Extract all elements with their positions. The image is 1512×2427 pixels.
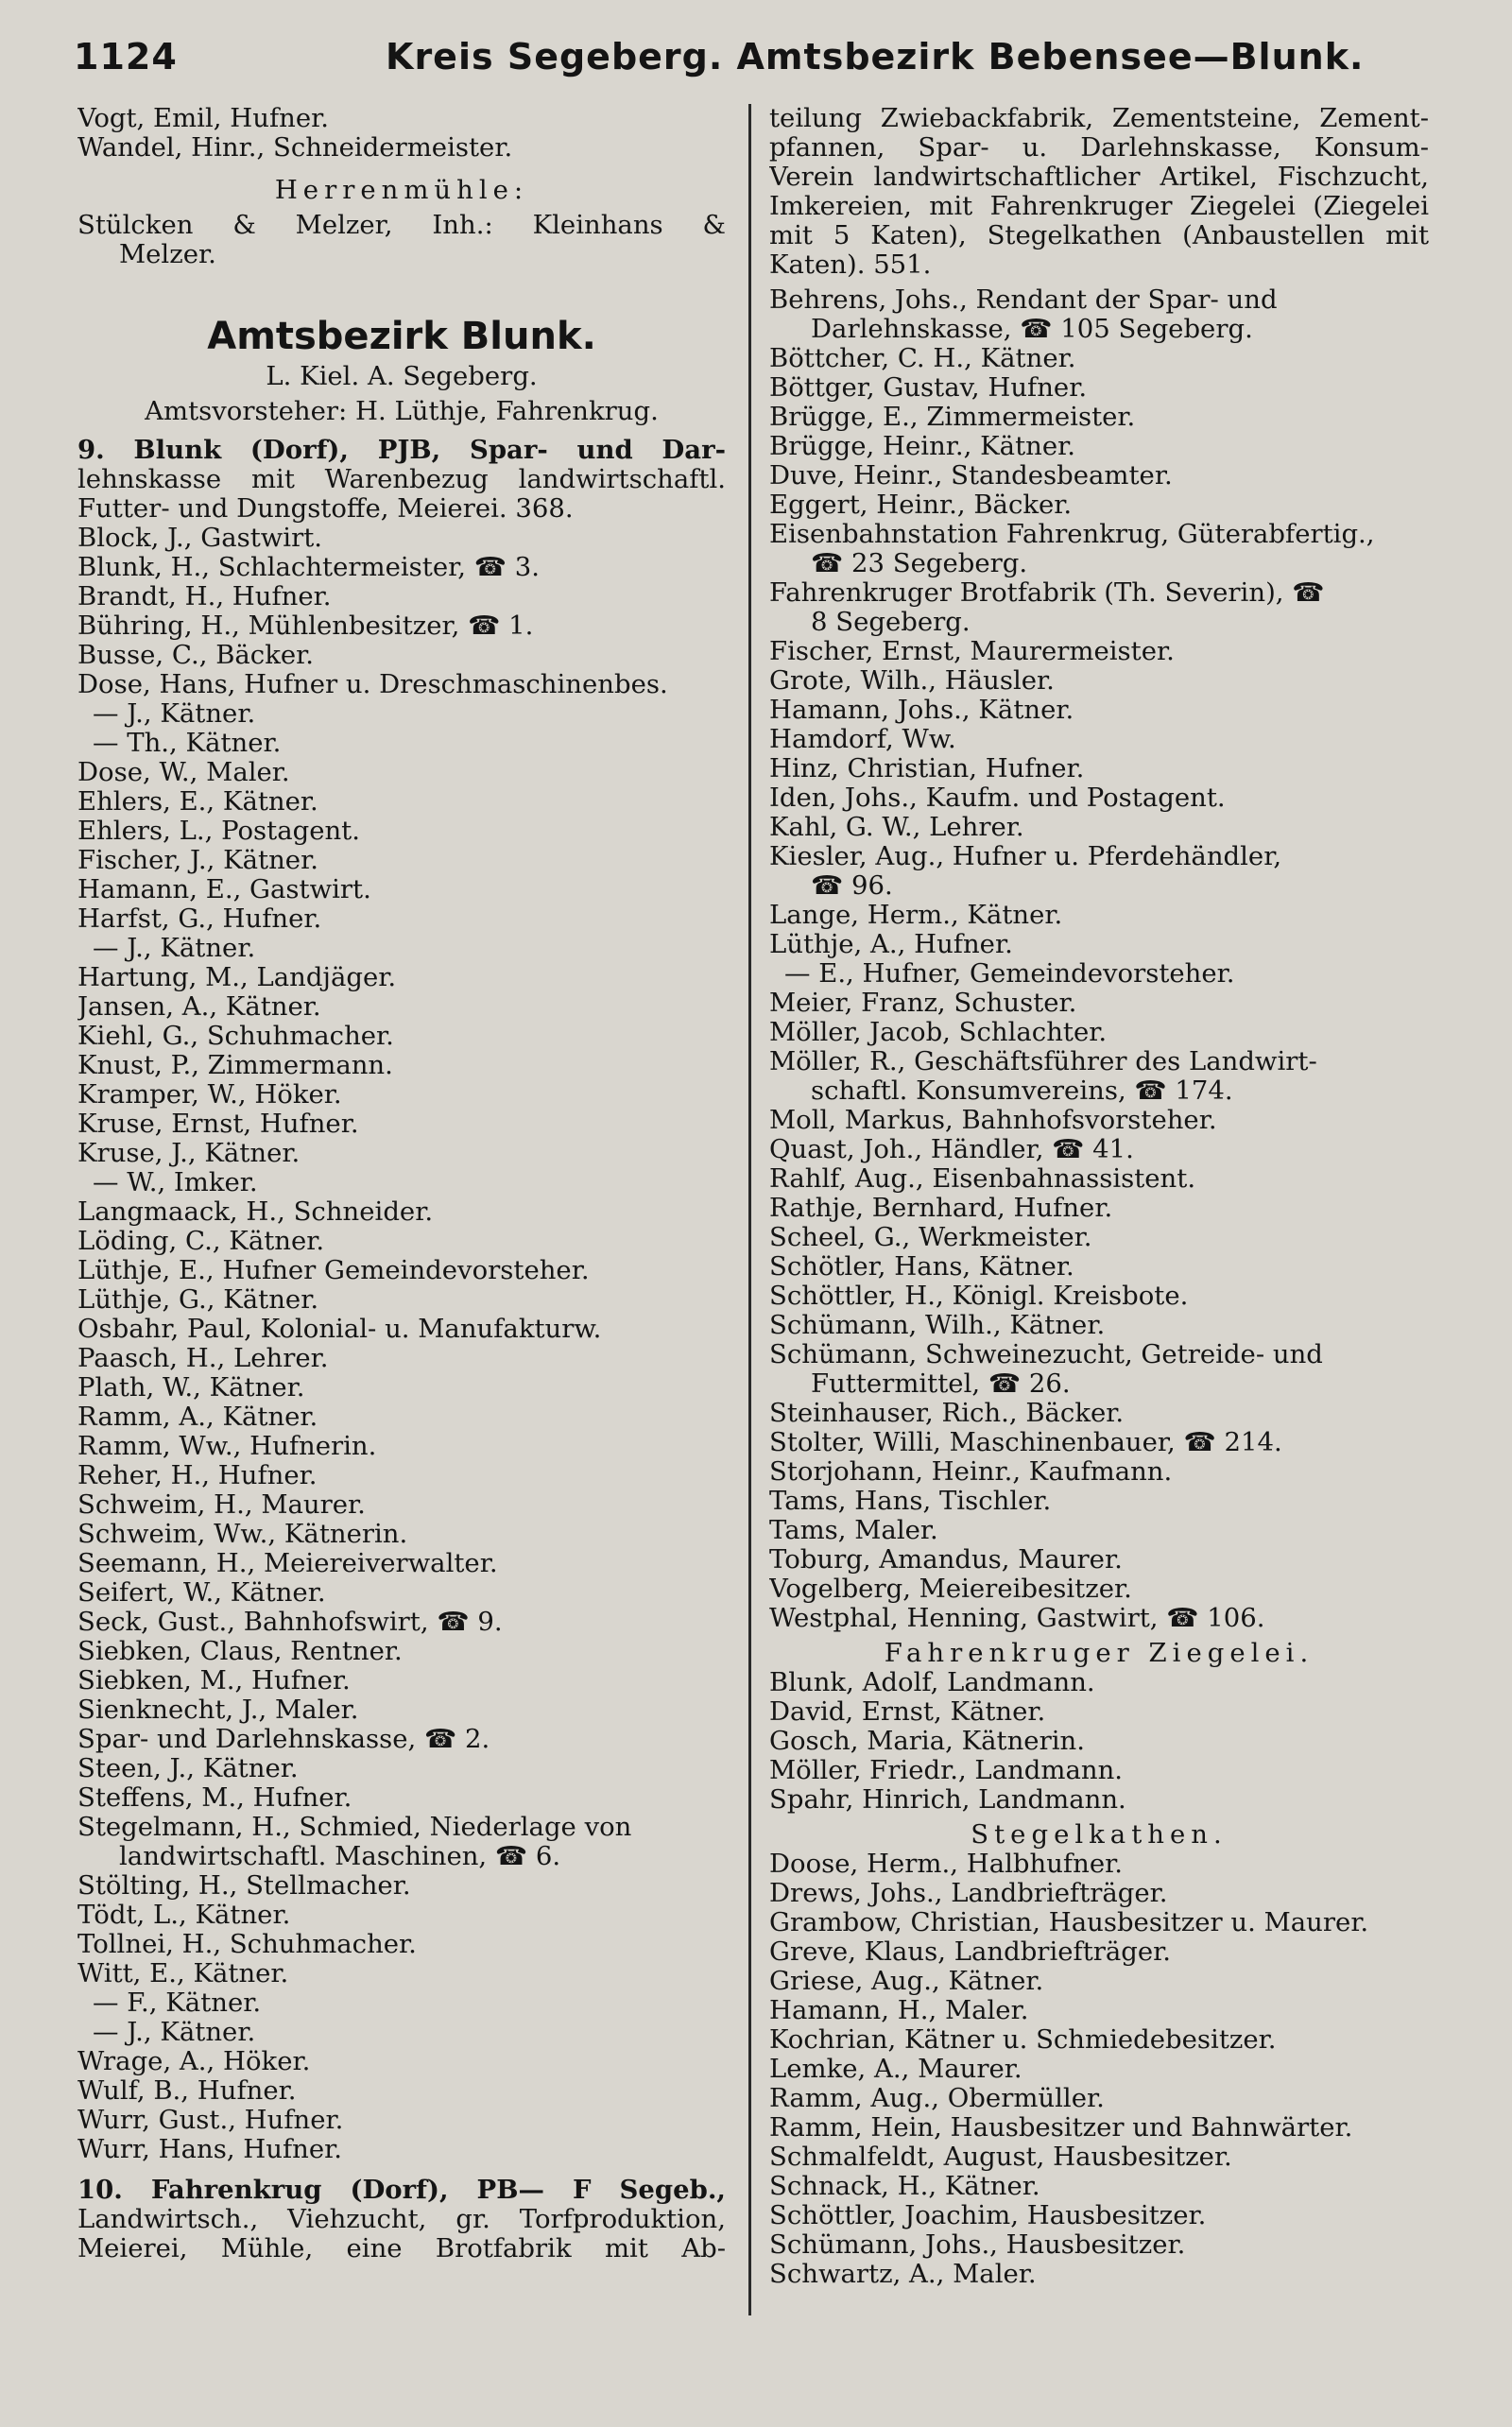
entry-line: Brügge, Heinr., Kätner. xyxy=(769,432,1075,461)
page-number: 1124 xyxy=(74,36,178,77)
entry-line: Kochrian, Kätner u. Schmiedebesitzer. xyxy=(769,2025,1277,2055)
place-description-line: Meierei, Mühle, eine Brotfabrik mit Ab- xyxy=(77,2234,726,2263)
entry-line: — J., Kätner. xyxy=(93,699,256,729)
entry-line: Osbahr, Paul, Kolonial- u. Manufakturw. xyxy=(77,1315,602,1344)
entry-line: Löding, C., Kätner. xyxy=(77,1227,325,1256)
entry-line: Lüthje, A., Hufner. xyxy=(769,930,1013,959)
entry-line: Gosch, Maria, Kätnerin. xyxy=(769,1727,1085,1756)
ziegelei-entries xyxy=(769,1668,1429,1815)
column-divider xyxy=(748,104,751,2315)
herrenmuehle-entries xyxy=(77,211,726,269)
entry-line: Brandt, H., Hufner. xyxy=(77,582,332,611)
entry-line: Eisenbahnstation Fahrenkrug, Güterabfertig., xyxy=(769,520,1375,549)
entry-line: schaftl. Konsumvereins, ☎ 174. xyxy=(811,1076,1233,1106)
entry-line: David, Ernst, Kätner. xyxy=(769,1697,1046,1727)
entry-line: Rahlf, Aug., Eisenbahnassistent. xyxy=(769,1164,1196,1194)
entry-line: Möller, Jacob, Schlachter. xyxy=(769,1018,1108,1047)
entry-line: Hamann, Johs., Kätner. xyxy=(769,696,1074,725)
entry-line: Paasch, H., Lehrer. xyxy=(77,1344,329,1373)
entry-line: — Th., Kätner. xyxy=(93,729,282,758)
entry-line: Siebken, Claus, Rentner. xyxy=(77,1637,403,1666)
entry-line: Jansen, A., Kätner. xyxy=(77,992,321,1022)
entry-line: Fahrenkruger Brotfabrik (Th. Severin), ☎ xyxy=(769,578,1325,608)
amtsbezirk-title: Amtsbezirk Blunk. xyxy=(207,315,596,358)
entry-line: Ramm, Ww., Hufnerin. xyxy=(77,1432,377,1461)
place-description-line: Katen). 551. xyxy=(769,250,932,280)
entry-line: Wandel, Hinr., Schneidermeister. xyxy=(77,133,513,163)
entry-line: Seifert, W., Kätner. xyxy=(77,1578,326,1608)
entry-line: Hartung, M., Landjäger. xyxy=(77,963,397,992)
place-description-line: lehnskasse mit Warenbezug landwirtschaftl. xyxy=(77,465,726,494)
entry-line: Kruse, J., Kätner. xyxy=(77,1139,301,1168)
entry-line: Seck, Gust., Bahnhofswirt, ☎ 9. xyxy=(77,1608,503,1637)
entry-line: Lange, Herm., Kätner. xyxy=(769,901,1063,930)
entry-line: Langmaack, H., Schneider. xyxy=(77,1197,434,1227)
entry-line: Brügge, E., Zimmermeister. xyxy=(769,403,1136,432)
entry-line: Stülcken & Melzer, Inh.: Kleinhans & xyxy=(77,211,726,240)
entry-line: Ramm, Aug., Obermüller. xyxy=(769,2084,1105,2113)
entry-line: Schnack, H., Kätner. xyxy=(769,2172,1040,2201)
entry-line: Darlehnskasse, ☎ 105 Segeberg. xyxy=(811,315,1253,344)
entry-line: Schweim, H., Maurer. xyxy=(77,1490,366,1520)
entry-line: Lüthje, E., Hufner Gemeindevorsteher. xyxy=(77,1256,590,1285)
entry-line: Meier, Franz, Schuster. xyxy=(769,989,1077,1018)
entry-line: Spar- und Darlehnskasse, ☎ 2. xyxy=(77,1725,490,1754)
entry-line: Vogt, Emil, Hufner. xyxy=(77,104,329,133)
place-description-line: mit 5 Katen), Stegelkathen (Anbaustellen mit xyxy=(769,221,1429,250)
amtsbezirk-subtitle: L. Kiel. A. Segeberg. xyxy=(266,362,538,391)
place-description-line: teilung Zwiebackfabrik, Zementsteine, Zement- xyxy=(769,104,1429,133)
entry-line: Dose, Hans, Hufner u. Dreschmaschinenbes. xyxy=(77,670,668,699)
entry-line: — F., Kätner. xyxy=(93,1988,262,2018)
place-description-line: Imkereien, mit Fahrenkruger Ziegelei (Ziegelei xyxy=(769,192,1429,221)
entry-line: Vogelberg, Meiereibesitzer. xyxy=(769,1575,1132,1604)
entry-line: Ramm, Hein, Hausbesitzer und Bahnwärter. xyxy=(769,2113,1353,2143)
entry-line: Kiehl, G., Schuhmacher. xyxy=(77,1022,394,1051)
stegelkathen-entries xyxy=(769,1850,1429,2289)
entry-line: Ehlers, L., Postagent. xyxy=(77,817,360,846)
entry-line: Busse, C., Bäcker. xyxy=(77,641,314,670)
entry-line: Wulf, B., Hufner. xyxy=(77,2076,297,2106)
entry-line: Drews, Johs., Landbriefträger. xyxy=(769,1879,1168,1908)
place-description-line: Verein landwirtschaftlicher Artikel, Fischzucht, xyxy=(769,163,1429,192)
entry-line: Duve, Heinr., Standesbeamter. xyxy=(769,461,1173,491)
entry-line: Schümann, Wilh., Kätner. xyxy=(769,1311,1106,1340)
entry-line: Block, J., Gastwirt. xyxy=(77,524,323,553)
stegelkathen-heading: Stegelkathen. xyxy=(971,1820,1228,1850)
page-header xyxy=(74,36,1435,93)
entry-line: Hamann, E., Gastwirt. xyxy=(77,875,371,904)
entry-line: Schöttler, H., Königl. Kreisbote. xyxy=(769,1282,1189,1311)
entry-line: Stölting, H., Stellmacher. xyxy=(77,1871,411,1901)
fahrenkrug-intro xyxy=(77,2176,726,2263)
entry-line: Fischer, Ernst, Maurermeister. xyxy=(769,637,1175,666)
page-title: Kreis Segeberg. Amtsbezirk Bebensee—Blunk. xyxy=(386,36,1365,77)
entry-line: landwirtschaftl. Maschinen, ☎ 6. xyxy=(119,1842,561,1871)
entry-line: Steen, J., Kätner. xyxy=(77,1754,299,1783)
fahrenkrug-description xyxy=(769,104,1429,280)
entry-line: Moll, Markus, Bahnhofsvorsteher. xyxy=(769,1106,1217,1135)
entry-line: Möller, Friedr., Landmann. xyxy=(769,1756,1124,1785)
entry-line: Toburg, Amandus, Maurer. xyxy=(769,1545,1123,1575)
entry-line: Scheel, G., Werkmeister. xyxy=(769,1223,1092,1252)
entry-line: Schümann, Schweinezucht, Getreide- und xyxy=(769,1340,1323,1369)
place-description-line: pfannen, Spar- u. Darlehnskasse, Konsum- xyxy=(769,133,1429,163)
entry-line: Kahl, G. W., Lehrer. xyxy=(769,813,1024,842)
entry-line: Blunk, H., Schlachtermeister, ☎ 3. xyxy=(77,553,540,582)
entry-line: Kramper, W., Höker. xyxy=(77,1080,342,1110)
entry-line: Stolter, Willi, Maschinenbauer, ☎ 214. xyxy=(769,1428,1282,1457)
entry-line: Schöttler, Joachim, Hausbesitzer. xyxy=(769,2201,1207,2230)
entry-line: Rathje, Bernhard, Hufner. xyxy=(769,1194,1113,1223)
entry-line: Kiesler, Aug., Hufner u. Pferdehändler, xyxy=(769,842,1282,871)
entry-line: Ehlers, E., Kätner. xyxy=(77,787,318,817)
entry-line: Iden, Johs., Kaufm. und Postagent. xyxy=(769,783,1226,813)
entry-line: Reher, H., Hufner. xyxy=(77,1461,318,1490)
entry-line: Doose, Herm., Halbhufner. xyxy=(769,1850,1123,1879)
entry-line: Tödt, L., Kätner. xyxy=(77,1901,291,1930)
entry-line: Seemann, H., Meiereiverwalter. xyxy=(77,1549,498,1578)
entry-line: Grambow, Christian, Hausbesitzer u. Maurer. xyxy=(769,1908,1369,1937)
entry-line: Schweim, Ww., Kätnerin. xyxy=(77,1520,408,1549)
entry-line: Wurr, Gust., Hufner. xyxy=(77,2106,344,2135)
entry-line: Harfst, G., Hufner. xyxy=(77,904,322,934)
place-description-line: Futter- und Dungstoffe, Meierei. 368. xyxy=(77,494,574,524)
entry-line: Schmalfeldt, August, Hausbesitzer. xyxy=(769,2143,1232,2172)
ziegelei-heading: Fahrenkruger Ziegelei. xyxy=(884,1639,1314,1668)
entry-line: ☎ 23 Segeberg. xyxy=(811,549,1028,578)
entry-line: Kruse, Ernst, Hufner. xyxy=(77,1110,359,1139)
entry-line: Westphal, Henning, Gastwirt, ☎ 106. xyxy=(769,1604,1265,1633)
entry-line: — J., Kätner. xyxy=(93,934,256,963)
entry-line: Stegelmann, H., Schmied, Niederlage von xyxy=(77,1813,632,1842)
top-entries xyxy=(77,104,726,163)
entry-line: Witt, E., Kätner. xyxy=(77,1959,289,1988)
entry-line: Tollnei, H., Schuhmacher. xyxy=(77,1930,417,1959)
entry-line: Storjohann, Heinr., Kaufmann. xyxy=(769,1457,1173,1487)
entry-line: 8 Segeberg. xyxy=(811,608,971,637)
entry-line: Steffens, M., Hufner. xyxy=(77,1783,352,1813)
place-description-line: Landwirtsch., Viehzucht, gr. Torfproduktion, xyxy=(77,2205,726,2234)
place-description-line: 9. Blunk (Dorf), PJB, Spar- und Dar- xyxy=(77,436,726,465)
right-column xyxy=(769,104,1429,2289)
entry-line: Steinhauser, Rich., Bäcker. xyxy=(769,1399,1125,1428)
entry-line: Hamann, H., Maler. xyxy=(769,1996,1029,2025)
entry-line: Schwartz, A., Maler. xyxy=(769,2260,1037,2289)
entry-line: Grote, Wilh., Häusler. xyxy=(769,666,1055,696)
entry-line: Wurr, Hans, Hufner. xyxy=(77,2135,343,2164)
entry-line: Dose, W., Maler. xyxy=(77,758,290,787)
blunk-intro xyxy=(77,436,726,524)
entry-line: Knust, P., Zimmermann. xyxy=(77,1051,393,1080)
entry-line: Tams, Hans, Tischler. xyxy=(769,1487,1052,1516)
fahrenkrug-entries xyxy=(769,285,1429,1633)
entry-line: Eggert, Heinr., Bäcker. xyxy=(769,491,1073,520)
amtsvorsteher: Amtsvorsteher: H. Lüthje, Fahrenkrug. xyxy=(145,397,659,426)
entry-line: — J., Kätner. xyxy=(93,2018,256,2047)
entry-line: Schötler, Hans, Kätner. xyxy=(769,1252,1074,1282)
entry-line: Sienknecht, J., Maler. xyxy=(77,1695,359,1725)
entry-line: Greve, Klaus, Landbriefträger. xyxy=(769,1937,1172,1967)
entry-line: Möller, R., Geschäftsführer des Landwirt- xyxy=(769,1047,1317,1076)
herrenmuehle-heading: Herrenmühle: xyxy=(274,176,529,205)
entry-line: Ramm, A., Kätner. xyxy=(77,1403,318,1432)
entry-line: Böttcher, C. H., Kätner. xyxy=(769,344,1076,373)
entry-line: Hinz, Christian, Hufner. xyxy=(769,754,1085,783)
entry-line: Lüthje, G., Kätner. xyxy=(77,1285,319,1315)
entry-line: — E., Hufner, Gemeindevorsteher. xyxy=(784,959,1235,989)
entry-line: Melzer. xyxy=(119,240,216,269)
entry-line: Blunk, Adolf, Landmann. xyxy=(769,1668,1095,1697)
entry-line: Behrens, Johs., Rendant der Spar- und xyxy=(769,285,1278,315)
entry-line: Futtermittel, ☎ 26. xyxy=(811,1369,1071,1399)
entry-line: Hamdorf, Ww. xyxy=(769,725,956,754)
left-column xyxy=(77,104,726,2263)
place-description-line: 10. Fahrenkrug (Dorf), PB— F Segeb., xyxy=(77,2176,726,2205)
entry-line: Spahr, Hinrich, Landmann. xyxy=(769,1785,1126,1815)
entry-line: Plath, W., Kätner. xyxy=(77,1373,305,1403)
blunk-entries xyxy=(77,524,726,2164)
entry-line: Bühring, H., Mühlenbesitzer, ☎ 1. xyxy=(77,611,534,641)
entry-line: Wrage, A., Höker. xyxy=(77,2047,311,2076)
entry-line: Griese, Aug., Kätner. xyxy=(769,1967,1044,1996)
entry-line: Böttger, Gustav, Hufner. xyxy=(769,373,1088,403)
entry-line: Siebken, M., Hufner. xyxy=(77,1666,351,1695)
entry-line: ☎ 96. xyxy=(811,871,893,901)
entry-line: Lemke, A., Maurer. xyxy=(769,2055,1022,2084)
entry-line: — W., Imker. xyxy=(93,1168,258,1197)
entry-line: Tams, Maler. xyxy=(769,1516,938,1545)
entry-line: Schümann, Johs., Hausbesitzer. xyxy=(769,2230,1186,2260)
entry-line: Quast, Joh., Händler, ☎ 41. xyxy=(769,1135,1134,1164)
entry-line: Fischer, J., Kätner. xyxy=(77,846,318,875)
